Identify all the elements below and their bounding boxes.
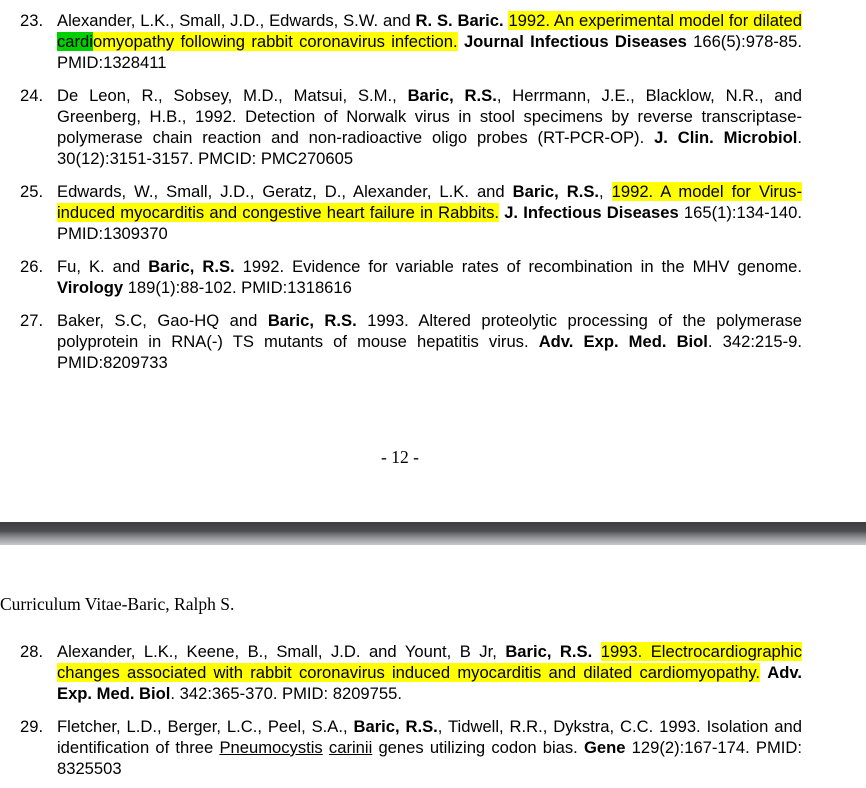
reference-number: 25. bbox=[20, 182, 44, 201]
reference-text-segment: Alexander, L.K., Small, J.D., Edwards, S.W. and bbox=[57, 11, 416, 30]
bold-text: Journal Infectious Diseases bbox=[463, 32, 687, 51]
reference-number: 24. bbox=[20, 86, 44, 105]
page-number: - 12 - bbox=[381, 447, 419, 467]
highlighted-text: omyopathy following rabbit coronavirus infection. bbox=[92, 32, 458, 51]
page-break-divider bbox=[0, 522, 866, 545]
reference-text-segment: Fletcher, L.D., Berger, L.C., Peel, S.A., bbox=[57, 717, 354, 736]
bold-text: Baric, R.S. bbox=[267, 311, 357, 330]
reference-text-segment: . 30(12):3151-3157. PMCID: PMC270605 bbox=[57, 128, 802, 168]
running-header: Curriculum Vitae-Baric, Ralph S. bbox=[0, 594, 235, 614]
reference-text bbox=[57, 256, 802, 298]
reference-text-segment: 129(2):167-174. PMID: 8325503 bbox=[57, 738, 802, 778]
reference-item bbox=[20, 716, 802, 779]
reference-number: 27. bbox=[20, 311, 44, 330]
reference-text bbox=[57, 85, 802, 169]
bold-text: Baric, R.S. bbox=[512, 182, 600, 201]
reference-text bbox=[57, 181, 802, 244]
reference-text bbox=[57, 641, 802, 704]
reference-text-segment: Alexander, L.K., Keene, B., Small, J.D. and Yount, B Jr, bbox=[57, 642, 506, 661]
reference-text-segment: 1992. Evidence for variable rates of recombination in the MHV genome. bbox=[234, 257, 802, 276]
bold-text: J. Clin. Microbiol bbox=[654, 128, 798, 147]
reference-text-segment: , bbox=[599, 182, 612, 201]
bold-text: Baric, R.S. bbox=[407, 86, 497, 105]
reference-text-segment: De Leon, R., Sobsey, M.D., Matsui, S.M., bbox=[57, 86, 408, 105]
reference-item bbox=[20, 181, 802, 244]
reference-item bbox=[20, 641, 802, 704]
bold-text: J. Infectious Diseases bbox=[504, 203, 679, 222]
reference-item bbox=[20, 256, 802, 298]
reference-text-segment: 1993. Altered proteolytic processing of the polymerase polyprotein in RNA(-) TS mutants of mouse hepatitis virus. bbox=[57, 311, 802, 351]
reference-text-segment: 165(1):134-140. PMID:1309370 bbox=[57, 203, 802, 243]
reference-number: 26. bbox=[20, 257, 44, 276]
reference-text-segment: Pneumocystis bbox=[219, 738, 323, 757]
bold-text: R. S. Baric. bbox=[415, 11, 504, 30]
reference-text-segment: , Tidwell, R.R., Dykstra, C.C. 1993. Isolation and identification of three bbox=[57, 717, 802, 757]
reference-text bbox=[57, 10, 802, 73]
reference-text-segment: , Herrmann, J.E., Blacklow, N.R., and Greenberg, H.B., 1992. Detection of Norwalk virus in stool specimens by reverse transcriptase-polymerase chain reaction and non-radioactive oligo probes (RT-PCR-OP). bbox=[57, 86, 802, 147]
reference-text-segment: . 342:365-370. PMID: 8209755. bbox=[170, 684, 402, 703]
reference-text-segment: 189(1):88-102. PMID:1318616 bbox=[123, 278, 352, 297]
bold-text: Baric, R.S. bbox=[505, 642, 593, 661]
reference-text-segment: 166(5):978-85. PMID:1328411 bbox=[57, 32, 802, 72]
reference-text-segment bbox=[592, 642, 601, 661]
highlighted-text: 1992. A model for Virus-induced myocarditis and congestive heart failure in Rabbits. bbox=[57, 182, 802, 222]
reference-text-segment: Baker, S.C, Gao-HQ and bbox=[57, 311, 268, 330]
reference-text-segment: Edwards, W., Small, J.D., Geratz, D., Alexander, L.K. and bbox=[57, 182, 513, 201]
reference-item bbox=[20, 310, 802, 373]
reference-text bbox=[57, 310, 802, 373]
highlighted-text: 1993. Electrocardiographic changes associated with rabbit coronavirus induced myocarditis and dilated cardiomyopathy. bbox=[57, 642, 802, 682]
reference-text-segment: Fu, K. and bbox=[57, 257, 149, 276]
reference-number: 28. bbox=[20, 642, 44, 661]
reference-text-segment: . 342:215-9. PMID:8209733 bbox=[57, 332, 802, 372]
bold-text: Baric, R.S. bbox=[353, 717, 438, 736]
reference-text-segment: carinii bbox=[328, 738, 373, 757]
bold-text: Baric, R.S. bbox=[148, 257, 235, 276]
highlighted-text: 1992. An experimental model for dilated bbox=[508, 11, 802, 30]
bold-text: Adv. Exp. Med. Biol bbox=[57, 663, 802, 703]
bold-text: Gene bbox=[583, 738, 626, 757]
bold-text: Adv. Exp. Med. Biol bbox=[538, 332, 708, 351]
reference-item bbox=[20, 10, 802, 73]
reference-item bbox=[20, 85, 802, 169]
reference-number: 29. bbox=[20, 717, 44, 736]
reference-text bbox=[57, 716, 802, 779]
reference-number: 23. bbox=[20, 11, 44, 30]
reference-text-segment: genes utilizing codon bias. bbox=[372, 738, 584, 757]
highlighted-text: cardi bbox=[57, 32, 93, 51]
bold-text: Virology bbox=[57, 278, 124, 297]
